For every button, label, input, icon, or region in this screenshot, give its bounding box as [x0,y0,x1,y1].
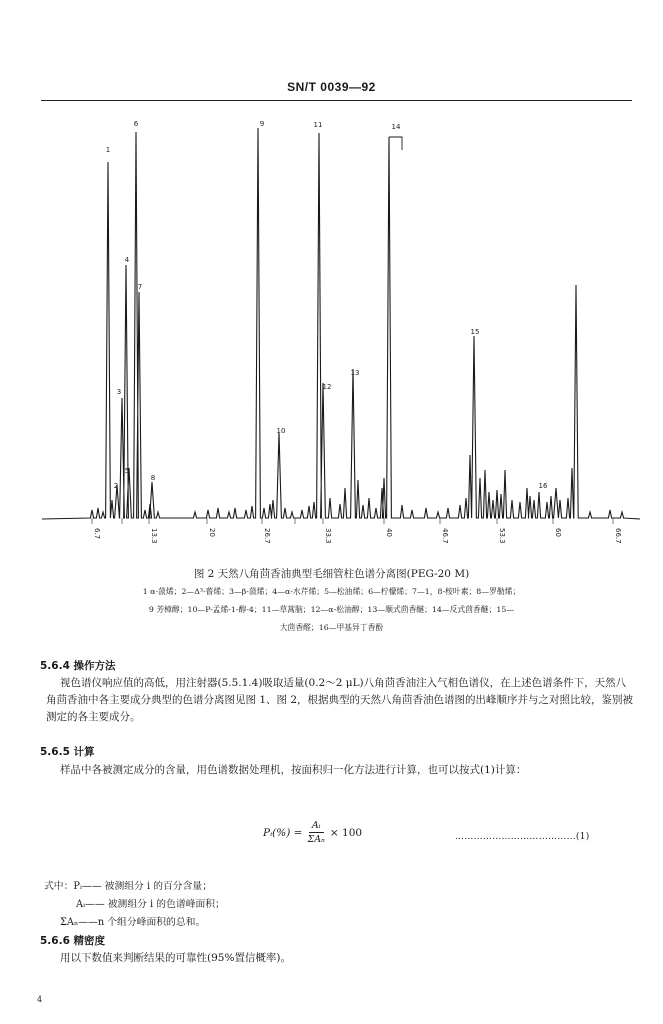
peak-label: 16 [538,482,548,490]
formula-denominator: ΣAₙ [307,834,325,845]
formula-lhs: Pᵢ(%) = [263,826,303,839]
time-tick-label: 40 [385,528,393,537]
peak-label: 1 [105,146,111,154]
peak-label: 14 [391,123,401,131]
chromatogram-trace-line [42,128,640,519]
peak-label: 7 [137,283,143,291]
time-tick-label: 66.7 [614,528,622,544]
percentage-formula [263,820,362,845]
peak-label: 10 [276,427,286,435]
time-tick-label: 46.7 [441,528,449,544]
time-tick-label: 13.3 [150,528,158,544]
peak-label: 12 [322,383,332,391]
figure-legend-line-3: 大茴香醛；16—甲基异丁香酚 [279,623,384,632]
formula-numerator: Aᵢ [309,820,324,833]
time-tick-label: 20 [208,528,216,537]
header-rule [41,100,632,101]
peak-labels [106,120,548,490]
peak-label: 9 [259,120,265,128]
time-tick-label: 6.7 [93,528,101,540]
time-tick-label: 60 [554,528,562,537]
peak-label: 13 [350,369,360,377]
figure-legend-line-1: 1 α-蒎烯；2—Δ³-蒈烯；3—β-蒎烯；4—α-水芹烯；5—松油烯；6—柠檬烯；7—1，8-桉叶素；8—罗勒烯； [142,587,521,596]
section-heading-calculation: 5.6.5 计算 [40,746,95,758]
time-tick-label: 53.3 [498,528,506,544]
precision-paragraph: 用以下数值来判断结果的可靠性(95%置信概率)。 [60,952,292,964]
time-tick-label: 26.7 [263,528,271,544]
formula-fraction [307,820,324,845]
formula-rhs: × 100 [329,826,363,839]
peak-label: 5 [124,467,130,475]
peak-14-bracket [389,137,402,150]
definitions-intro: 式中： [44,881,74,892]
definition-p: Pᵢ—— 被测组分 i 的百分含量； [73,881,212,892]
page-number: 4 [37,995,43,1004]
standard-header: SN/T 0039—92 [287,80,376,94]
peak-label: 4 [124,256,130,264]
figure-caption: 图 2 天然八角茴香油典型毛细管柱色谱分离图(PEG-20 M) [193,568,470,580]
section-heading-precision: 5.6.6 精密度 [40,935,106,947]
peak-label: 15 [470,328,480,336]
chromatogram-figure [0,110,663,560]
section-heading-operation: 5.6.4 操作方法 [40,660,116,672]
peak-label: 11 [313,121,323,129]
definition-row-1 [44,878,212,892]
peak-label: 2 [113,482,119,490]
operation-paragraph: 视色谱仪响应值的高低，用注射器(5.5.1.4)吸取适量(0.2～2 μL)八角茴香油注入气相色谱仪，在上述色谱条件下，天然八角茴香油中各主要成分典型的色谱分离图见图 1、图 2，根据典型的天然八角茴香油色谱图的出峰顺序并与之对照比较，鉴别被测定的各主要成分。 [46,677,634,723]
peak-label: 6 [133,120,139,128]
calculation-paragraph: 样品中各被测定成分的含量，用色谱数据处理机，按面积归一化方法进行计算，也可以按式(1)计算： [60,764,527,776]
peak-label: 3 [116,388,122,396]
time-tick-label: 33.3 [324,528,332,544]
figure-legend-line-2: 9 芳樟醇；10—P-孟烯-1-醇-4；11—草蒿脑；12—α-松油醇；13—顺式茴香醚；14—反式茴香醚；15— [148,605,515,614]
chromatogram-trace [42,128,640,519]
time-ticks [92,518,622,544]
peak-label: 8 [150,474,156,482]
equation-number: …………………………………(1) [455,832,590,842]
definition-sum: ΣAₙ——n 个组分峰面积的总和。 [60,917,206,928]
definition-a: Aᵢ—— 被测组分 i 的色谱峰面积； [76,899,225,910]
